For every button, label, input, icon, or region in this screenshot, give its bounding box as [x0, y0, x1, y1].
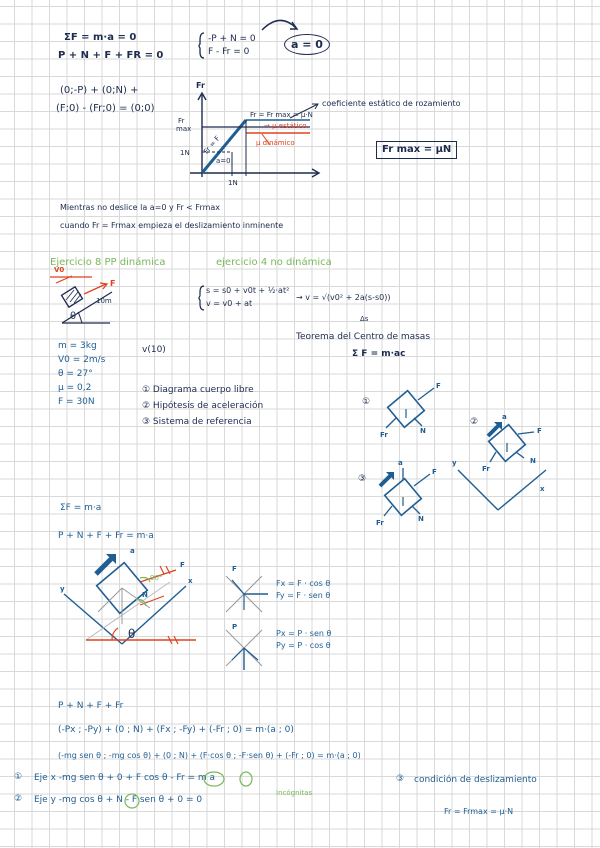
- fbd3-force-f: F: [537, 427, 542, 435]
- graph-slope-label: Fr = F: [202, 134, 222, 156]
- given-mass: m = 3kg: [58, 341, 97, 351]
- frmax-boxed-formula: Fr max = μN: [376, 141, 457, 159]
- large-diagram-accel: a: [130, 547, 135, 555]
- result-circled: a = 0: [284, 34, 330, 55]
- component-py: Py = P · cos θ: [276, 641, 331, 650]
- fbd-number-1: ①: [362, 397, 371, 407]
- component-fy: Fy = F · sen θ: [276, 591, 331, 600]
- note-line-2: cuando Fr = Frmax empieza el deslizamiento inminente: [60, 221, 284, 230]
- incline-theta: θ: [70, 311, 77, 322]
- eq-x-number: ①: [14, 772, 23, 782]
- forces-sum-equation: P + N + F + FR = 0: [58, 50, 164, 61]
- large-diagram-f: F: [180, 561, 185, 569]
- fbd3-force-n: N: [530, 457, 536, 465]
- large-diagram-y: y: [60, 585, 65, 593]
- graph-x-tick: 1N: [228, 179, 238, 187]
- v0-label: V0: [54, 266, 65, 274]
- exercise-4-title: ejercicio 4 no dinámica: [216, 257, 332, 268]
- kinematics-line-1: s = s0 + v0t + ½·at²: [206, 286, 290, 295]
- fbd2-force-fr: Fr: [376, 519, 384, 527]
- kinematics-line-2: v = v0 + at: [206, 299, 253, 308]
- given-theta: θ = 27°: [58, 369, 93, 379]
- fbd1-force-fr: Fr: [380, 431, 388, 439]
- sum-forces-equation: ΣF = m·a = 0: [64, 32, 137, 43]
- fbd1-force-n: N: [420, 427, 426, 435]
- components-line-2: (F;0) - (Fr;0) = (0;0): [56, 103, 155, 114]
- static-coefficient-title: coeficiente estático de rozamiento: [322, 99, 461, 108]
- theorem-title: Teorema del Centro de masas: [296, 332, 431, 342]
- system-equation-1: -P + N = 0: [208, 34, 256, 44]
- large-diagram-theta: θ: [128, 627, 136, 641]
- fbd3-force-fr: Fr: [482, 465, 490, 473]
- note-line-1: Mientras no deslice la a=0 y Fr < Frmax: [60, 203, 221, 212]
- eq-y: Eje y -mg cos θ + N - F sen θ + 0 = 0: [34, 795, 203, 805]
- incline-force-label: F: [110, 279, 116, 288]
- graph-zero-accel: a=0: [216, 157, 231, 165]
- fbd2-accel: a: [398, 459, 403, 467]
- fbd1-force-f: F: [436, 382, 441, 390]
- fbd-number-2: ②: [470, 417, 479, 427]
- given-v0: V0 = 2m/s: [58, 355, 106, 365]
- graph-frmax-sub: max: [176, 125, 192, 133]
- section2-expanded: P + N + F + Fr = m·a: [58, 531, 154, 541]
- section2-sum: ΣF = m·a: [60, 503, 102, 513]
- graph-y-label: Fr: [196, 81, 205, 90]
- v10-label: v(10): [142, 345, 166, 355]
- step-2: ② Hipótesis de aceleración: [142, 401, 264, 411]
- condition-formula: Fr = Frmax = μ·N: [444, 807, 514, 816]
- eq-line-3: (-mg sen θ ; -mg cos θ) + (0 ; N) + (F·cos θ ; -F·sen θ) + (-Fr ; 0) = m·(a ; 0): [58, 751, 361, 760]
- graph-frmax-label: Fr: [178, 117, 185, 125]
- condition-number: ③: [396, 774, 405, 784]
- graph-static-note: → μ estático: [264, 122, 307, 130]
- angle-90: 90°: [150, 574, 163, 582]
- given-mu: μ = 0,2: [58, 383, 92, 393]
- theorem-formula: Σ F = m·ac: [352, 349, 406, 359]
- eq-x: Eje x -mg sen θ + 0 + F cos θ - Fr = m a: [34, 773, 216, 783]
- distance-label: 10m: [96, 297, 112, 305]
- fbd2-force-f: F: [432, 468, 437, 476]
- step-1: ① Diagrama cuerpo libre: [142, 385, 254, 395]
- exercise-8-title: Ejercicio 8 PP dinámica: [50, 257, 166, 268]
- system-equation-2: F - Fr = 0: [208, 47, 250, 57]
- given-force: F = 30N: [58, 397, 95, 407]
- kinematics-derived: → v = √(v0² + 2a(s-s0)): [296, 293, 391, 302]
- component-px: Px = P · sen θ: [276, 629, 332, 638]
- fbd-number-3: ③: [358, 474, 367, 484]
- large-diagram-n: N: [142, 591, 148, 599]
- decomp-f-label: F: [232, 565, 237, 573]
- component-fx: Fx = F · cos θ: [276, 579, 331, 588]
- unknowns-label: Incógnitas: [276, 789, 313, 797]
- fbd2-force-n: N: [418, 515, 424, 523]
- eq-line-1: P + N + F + Fr: [58, 701, 124, 711]
- graph-max-formula: Fr = Fr max = μ·N: [250, 111, 313, 119]
- step-3: ③ Sistema de referencia: [142, 417, 252, 427]
- graph-dynamic-note: μ dinámico: [256, 139, 295, 147]
- components-line-1: (0;-P) + (0;N) +: [60, 85, 139, 96]
- large-diagram-x: x: [188, 577, 193, 585]
- fbd3-accel: a: [502, 413, 507, 421]
- eq-y-number: ②: [14, 794, 23, 804]
- decomp-p-label: P: [232, 623, 238, 631]
- eq-line-2: (-Px ; -Py) + (0 ; N) + (Fx ; -Fy) + (-Fr ; 0) = m·(a ; 0): [58, 725, 294, 735]
- fbd3-axis-x: x: [540, 485, 545, 493]
- condition-title: condición de deslizamiento: [414, 775, 537, 785]
- graph-n-label: 1N: [180, 149, 190, 157]
- fbd3-axis-y: y: [452, 459, 457, 467]
- delta-s-label: Δs: [360, 315, 369, 323]
